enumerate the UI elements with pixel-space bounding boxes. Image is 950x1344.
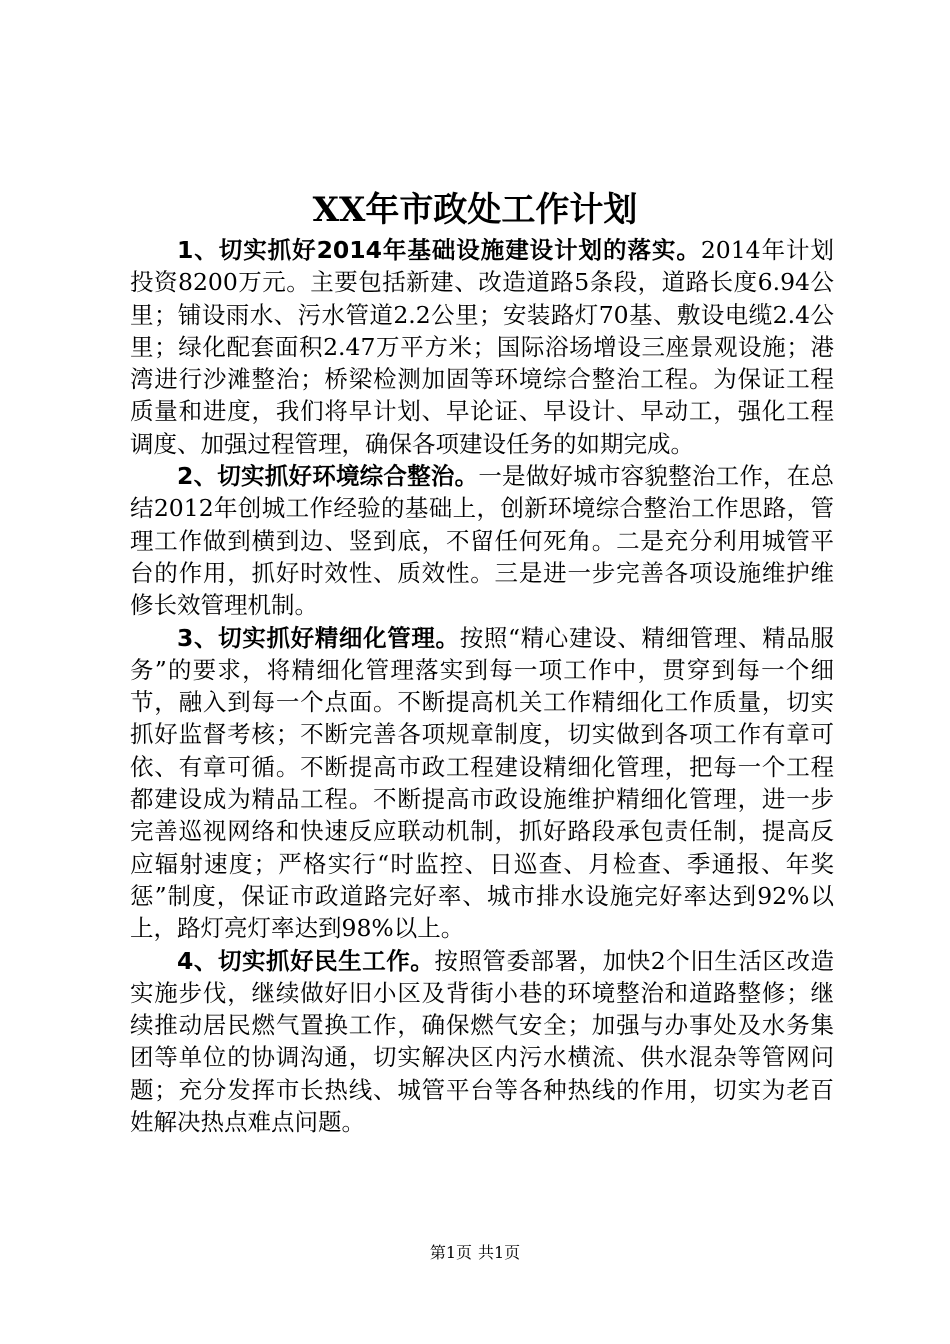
- page-number: 第1页: [429, 1243, 472, 1262]
- document-body: [130, 234, 834, 1138]
- paragraph-heading: 2、切实抓好环境综合整治。: [177, 462, 479, 491]
- paragraph-4: [130, 945, 834, 1139]
- paragraph-1: [130, 234, 834, 460]
- paragraph-heading: 1、切实抓好2014年基础设施建设计划的落实。: [177, 236, 701, 264]
- page-footer: [0, 1242, 950, 1264]
- paragraph-3: [130, 622, 834, 945]
- paragraph-heading: 4、切实抓好民生工作。: [177, 946, 435, 975]
- page-total: 共1页: [478, 1243, 521, 1262]
- paragraph-text: 按照“精心建设、精细管理、精品服务”的要求，将精细化管理落实到每一项工作中，贯穿到每一个细节，融入到每一个点面。不断提高机关工作精细化工作质量，切实抓好监督考核；不断完善各项规章制度，切实做到各项工作有章可依、有章可循。不断提高市政工程建设精细化管理，把每一个工程都建设成为精品工程。不断提高市政设施维护精细化管理，进一步完善巡视网络和快速反应联动机制，抓好路段承包责任制，提高反应辐射速度；严格实行“时监控、日巡查、月检查、季通报、年奖惩”制度，保证市政道路完好率、城市排水设施完好率达到92%以上，路灯亮灯率达到98%以上。: [130, 623, 834, 943]
- paragraph-text: 2014年计划投资8200万元。主要包括新建、改造道路5条段，道路长度6.94公里；铺设雨水、污水管道2.2公里；安装路灯70基、敷设电缆2.4公里；绿化配套面积2.47万平方米；国际浴场增设三座景观设施；港湾进行沙滩整治；桥梁检测加固等环境综合整治工程。为保证工程质量和进度，我们将早计划、早论证、早设计、早动工，强化工程调度、加强过程管理，确保各项建设任务的如期完成。: [130, 236, 834, 458]
- document-title: XX年市政处工作计划: [312, 190, 638, 230]
- paragraph-text: 一是做好城市容貌整治工作，在总结2012年创城工作经验的基础上，创新环境综合整治工作思路，管理工作做到横到边、竖到底，不留任何死角。二是充分利用城管平台的作用，抓好时效性、质效性。三是进一步完善各项设施维护维修长效管理机制。: [130, 462, 834, 620]
- paragraph-text: 按照管委部署，加快2个旧生活区改造实施步伐，继续做好旧小区及背街小巷的环境整治和道路整修；继续推动居民燃气置换工作，确保燃气安全；加强与办事处及水务集团等单位的协调沟通，切实解决区内污水横流、供水混杂等管网问题；充分发挥市长热线、城管平台等各种热线的作用，切实为老百姓解决热点难点问题。: [130, 946, 834, 1137]
- paragraph-2: [130, 460, 834, 621]
- paragraph-heading: 3、切实抓好精细化管理。: [177, 623, 460, 652]
